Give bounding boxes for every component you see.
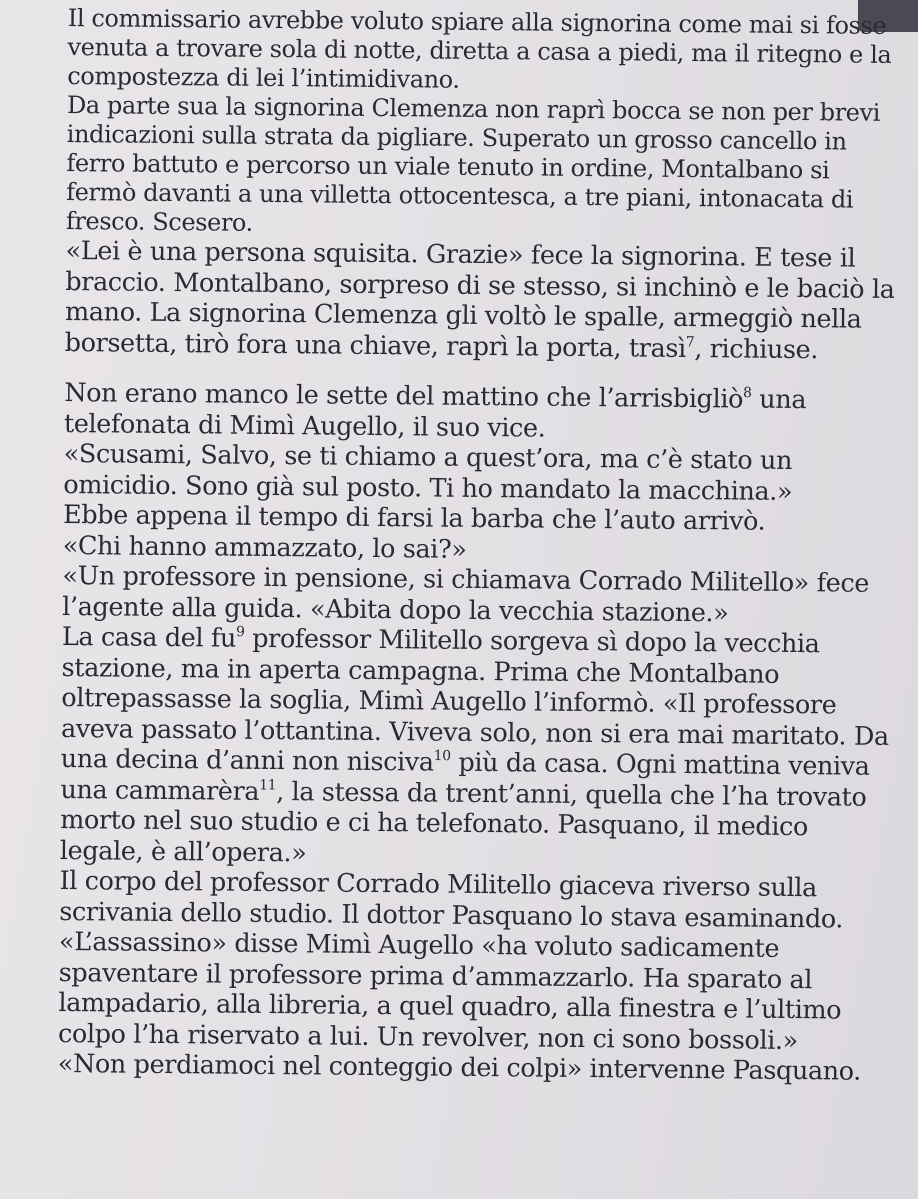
paragraph-8-text: «Un professore in pensione, si chiamava Corrado Militello» fece l’agente alla guida. «Abita dopo la vecchia stazione.» (62, 560, 870, 628)
paragraph-6-text: Ebbe appena il tempo di farsi la barba che l’auto arrivò. (62, 499, 766, 537)
paragraph-9-text-end: , la stessa da trent’anni, quella che l’ha trovato morto nel suo studio e ci ha telefonato. Pasquano, il medico legale, è all’opera.» (59, 776, 867, 868)
paragraph-4 (64, 378, 901, 447)
paragraph-9-text-mid: professor Militello sorgeva sì dopo la vecchia stazione, ma in aperta campagna. Prima che Montalbano oltrepassasse la soglia, Mimì Augello l’informò. «Il professore aveva passato l’ottantina. Viveva solo, non si era mai maritato. Da una decina d’anni non nisciva (60, 623, 889, 778)
paragraph-12-text: «Non perdiamoci nel conteggio dei colpi» intervenne Pasquano. (57, 1048, 862, 1087)
paragraph-11-text: «L’assassino» disse Mimì Augello «ha voluto sadicamente spaventare il professore prima d’ammazzarlo. Ha sparato al lampadario, alla libreria, a quel quadro, alla finestra e l’ultimo colpo l’ha riservato a lui. Un revolver, non ci sono bossoli.» (57, 926, 842, 1056)
paragraph-7-text: «Chi hanno ammazzato, lo sai?» (62, 530, 467, 565)
footnote-marker-9: 9 (235, 624, 245, 641)
footnote-marker-11: 11 (259, 776, 277, 794)
paragraph-1-text: Il commissario avrebbe voluto spiare alla signorina come mai si fosse venuta a trovare sola di notte, diretta a casa a piedi, ma il ritegno e la compostezza di lei l’intimidivano. (67, 4, 892, 94)
paragraph-2-text: Da parte sua la signorina Clemenza non raprì bocca se non per brevi indicazioni sulla strata da pigliare. Superato un grosso cancello in ferro battuto e percorso un viale tenuto in ordine, Montalbano si fermò davanti a una villetta ottocentesca, a tre piani, intonacata di fresco. Scesero. (65, 90, 881, 237)
paragraph-9-text-mid-2: più da casa. Ogni mattina veniva una cammarèra (60, 747, 870, 807)
paragraph-10 (59, 866, 896, 935)
paragraph-3 (65, 236, 902, 366)
paragraph-9-text: La casa del fu (61, 621, 237, 654)
footnote-marker-10: 10 (433, 748, 451, 765)
paragraph-3-text-end: , richiuse. (694, 333, 819, 365)
paragraph-9 (60, 622, 898, 874)
paragraph-5 (63, 439, 900, 508)
paragraph-4-text-end: una telefonata di Mimì Augello, il suo vice. (63, 384, 807, 444)
paragraph-1 (67, 4, 904, 99)
paragraph-4-text: Non erano manco le sette del mattino che l’arrisbigliò (64, 377, 744, 415)
paragraph-5-text: «Scusami, Salvo, se ti chiamo a quest’ora, ma c’è stato un omicidio. Sono già sul posto. Ti ho mandato la macchina.» (63, 438, 793, 507)
paragraph-2 (66, 91, 903, 244)
paragraph-11 (58, 927, 895, 1057)
paragraph-10-text: Il corpo del professor Corrado Militello giaceva riverso sulla scrivania dello studio. Il dottor Pasquano lo stava esaminando. (59, 865, 844, 934)
footnote-marker-7: 7 (685, 333, 695, 351)
paragraph-8 (62, 561, 899, 630)
footnote-marker-8: 8 (743, 384, 752, 402)
book-page (58, 4, 904, 1087)
paragraph-3-text: «Lei è una persona squisita. Grazie» fece la signorina. E tese il braccio. Montalbano, sorpreso di se stesso, si inchinò e le baciò la mano. La signorina Clemenza gli voltò le spalle, armeggiò nella borsetta, tirò fora una chiave, raprì la porta, trasì (64, 235, 895, 364)
